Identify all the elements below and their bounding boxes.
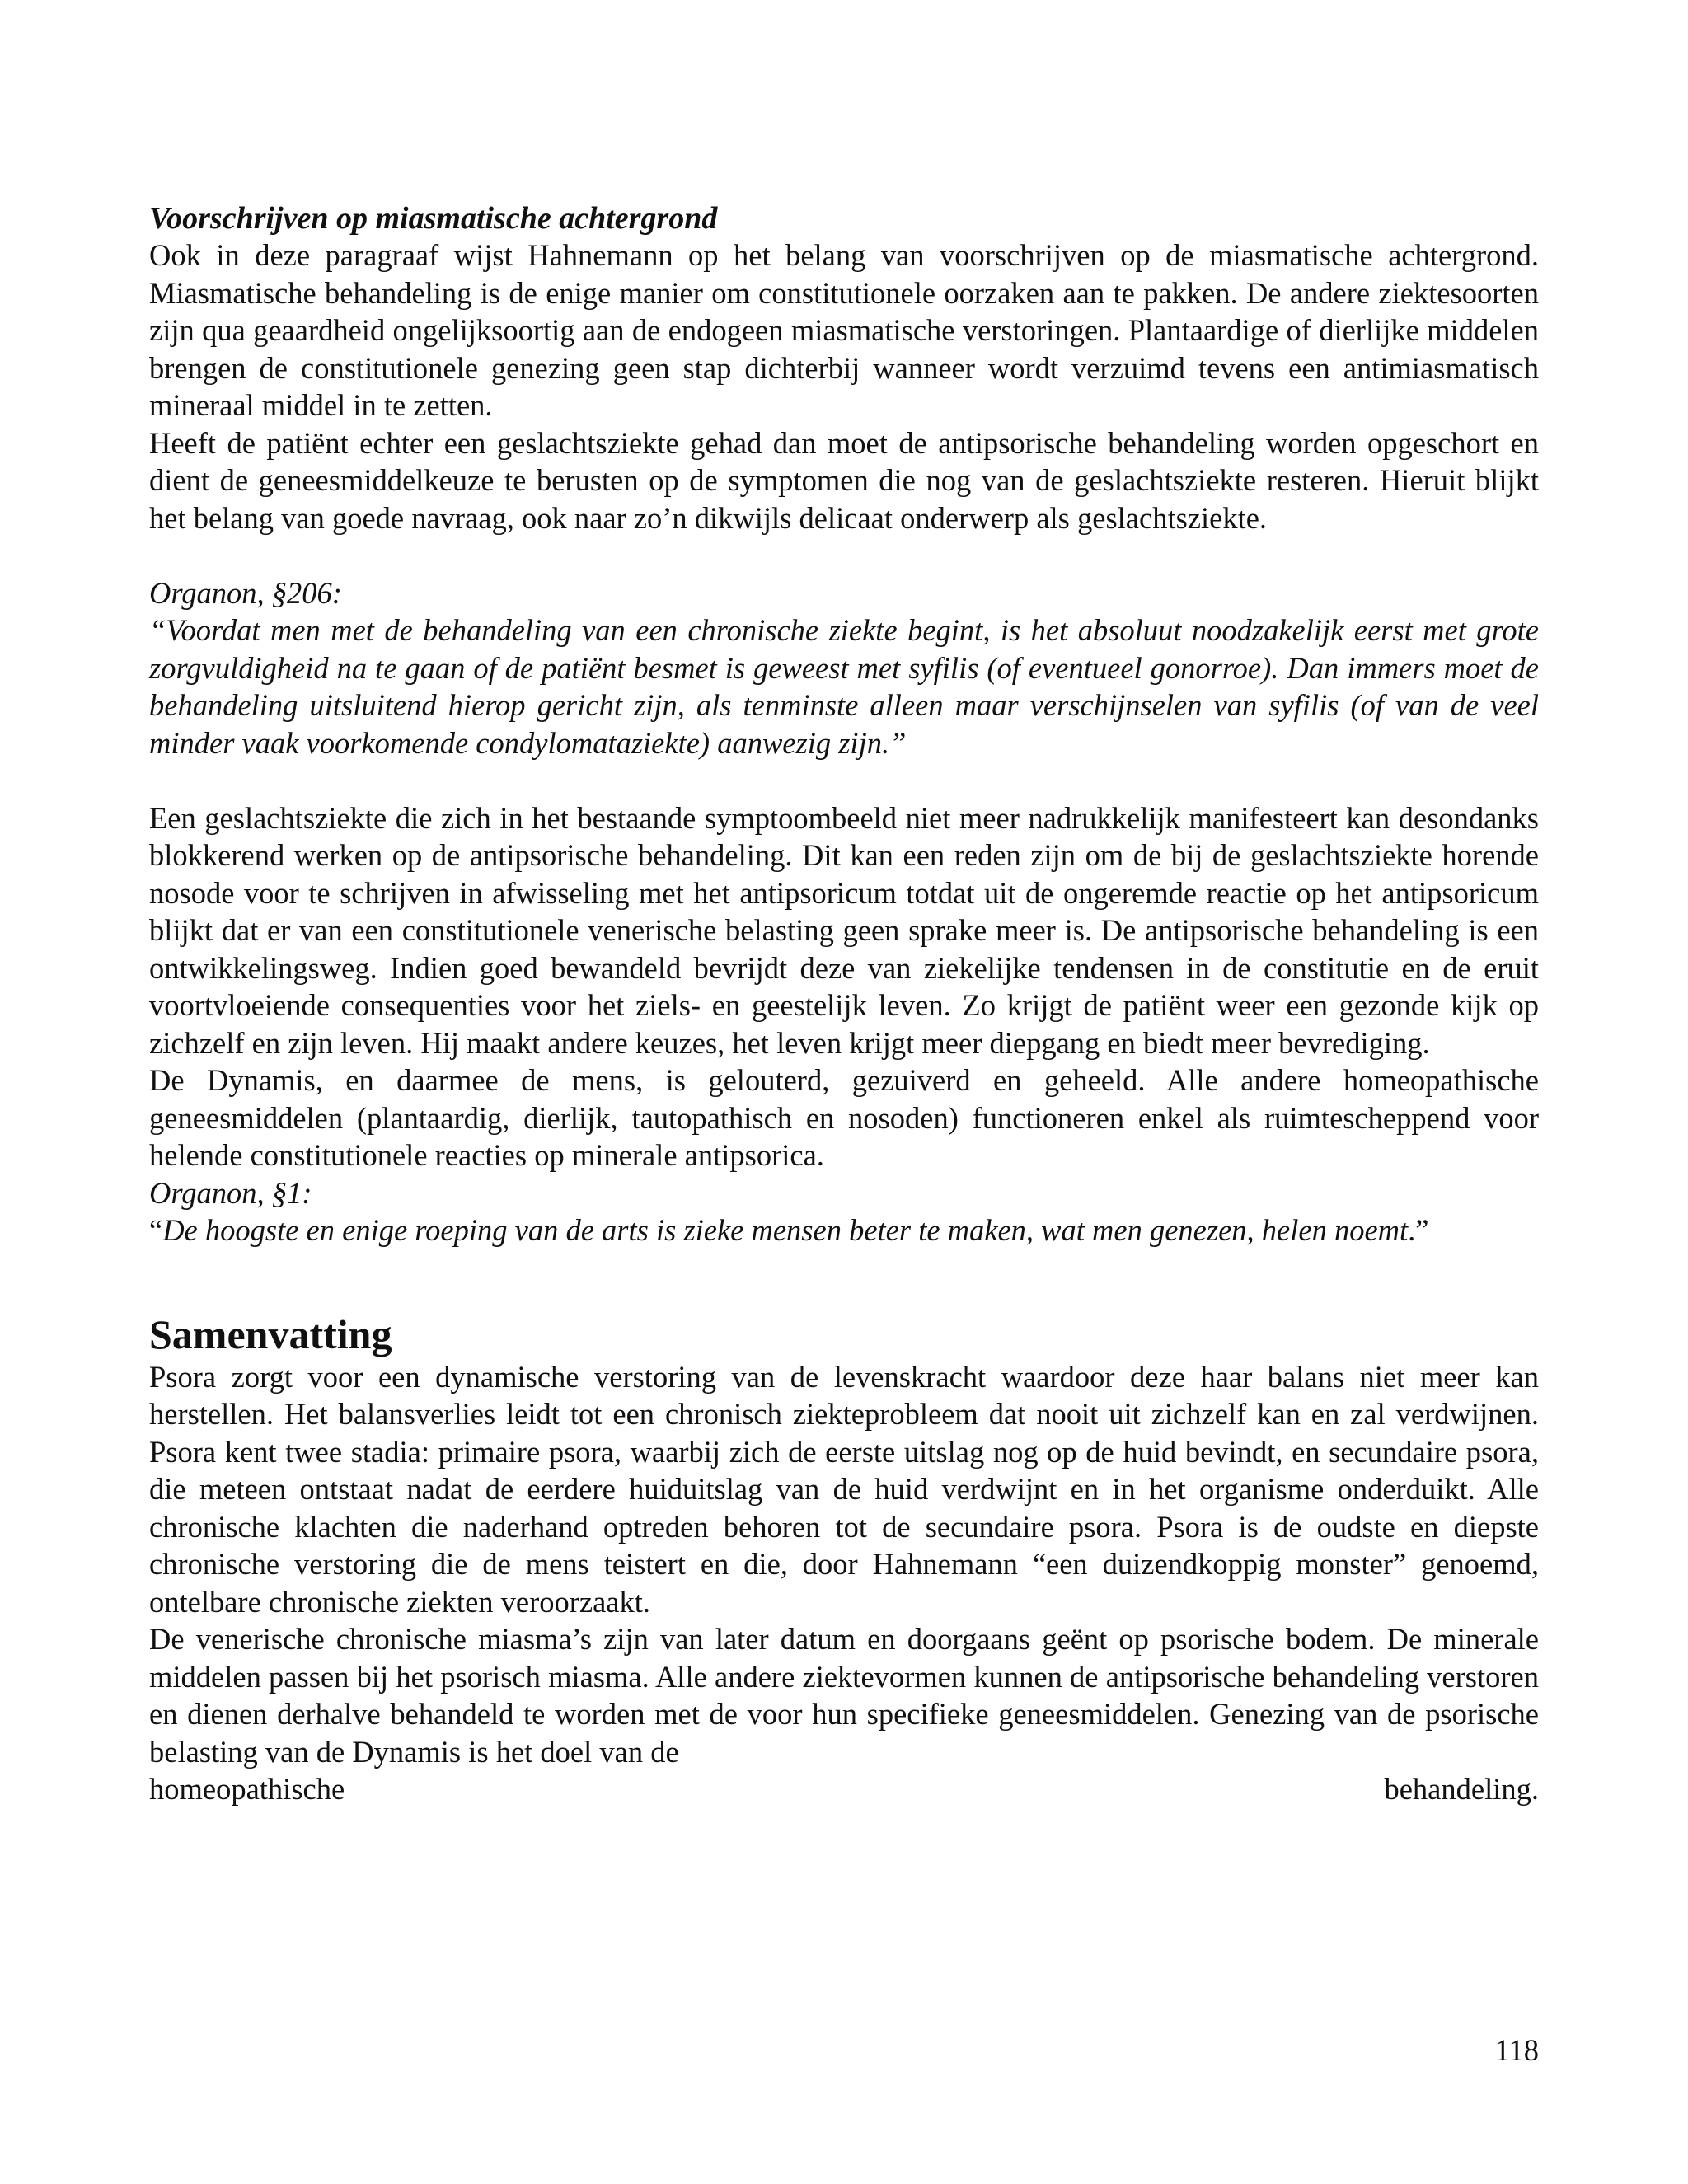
quote-open-mark: “ bbox=[149, 1213, 163, 1247]
quote-reference: Organon, §206: bbox=[149, 575, 342, 610]
quote-reference: Organon, §1: bbox=[149, 1175, 312, 1210]
paragraph: De Dynamis, en daarmee de mens, is gelouterd, gezuiverd en geheeld. Alle andere homeopathische geneesmiddelen (plantaardig, dierlijk, tautopathisch en nosoden) functioneren enkel als ruimtescheppend voor helende constitutionele reacties op minerale antipsorica. bbox=[149, 1063, 1539, 1172]
paragraph: Heeft de patiënt echter een geslachtsziekte gehad dan moet de antipsorische behandeling worden opgeschort en dient de geneesmiddelkeuze te berusten op de symptomen die nog van de geslachtsziekte resteren. Hieruit blijkt het belang van goede navraag, ook naar zo’n dikwijls delicaat onderwerp als geslachtsziekte. bbox=[149, 425, 1539, 535]
paragraph: Een geslachtsziekte die zich in het bestaande symptoombeeld niet meer nadrukkelijk manifesteert kan desondanks blokkerend werken op de antipsorische behandeling. Dit kan een reden zijn om de bij de geslachtsziekte horende nosode voor te schrijven in afwisseling met het antipsoricum totdat uit de ongeremde reactie op het antipsoricum blijkt dat er van een constitutionele venerische belasting geen sprake meer is. De antipsorische behandeling is een ontwikkelingsweg. Indien goed bewandeld bevrijdt deze van ziekelijke tendensen in de constitutie en de eruit voortvloeiende consequenties voor het ziels- en geestelijk leven. Zo krijgt de patiënt weer een gezonde kijk op zichzelf en zijn leven. Hij maakt andere keuzes, het leven krijgt meer diepgang en biedt meer bevrediging. bbox=[149, 800, 1539, 1060]
paragraph-last-line bbox=[149, 1770, 1539, 1808]
paragraph: Psora zorgt voor een dynamische verstoring van de levenskracht waardoor deze haar balans niet meer kan herstellen. Het balansverlies leidt tot een chronisch ziekteprobleem dat nooit uit zichzelf kan en zal verdwijnen. Psora kent twee stadia: primaire psora, waarbij zich de eerste uitslag nog op de huid bevindt, en secundaire psora, die meteen ontstaat nadat de eerdere huiduitslag van de huid verdwijnt en in het organisme onderduikt. Alle chronische klachten die naderhand optreden behoren tot de secundaire psora. Psora is de oudste en diepste chronische verstoring die de mens teistert en die, door Hahnemann “een duizendkoppig monster” genoemd, ontelbare chronische ziekten veroorzaakt. bbox=[149, 1359, 1539, 1619]
block-quote bbox=[149, 1212, 1539, 1249]
page-content bbox=[149, 200, 1539, 1808]
section-heading-summary: Samenvatting bbox=[149, 1310, 392, 1357]
page-number: 118 bbox=[1494, 2033, 1539, 2067]
quote-close-mark: .” bbox=[1408, 1213, 1429, 1247]
block-quote: “Voordat men met de behandeling van een chronische ziekte begint, is het absoluut noodzakelijk eerst met grote zorgvuldigheid na te gaan of de patiënt besmet is geweest met syfilis (of eventueel gonorroe). Dan immers moet de behandeling uitsluitend hierop gericht zijn, als tenminste alleen maar verschijnselen van syfilis (of van de veel minder vaak voorkomende condylomataziekte) aanwezig zijn.” bbox=[149, 613, 1539, 760]
quote-text: De hoogste en enige roeping van de arts is zieke mensen beter te maken, wat men genezen, helen noemt bbox=[162, 1213, 1409, 1247]
section-heading-miasmatic: Voorschrijven op miasmatische achtergrond bbox=[149, 201, 718, 236]
last-line-right: behandeling. bbox=[1384, 1772, 1539, 1806]
paragraph: Ook in deze paragraaf wijst Hahnemann op het belang van voorschrijven op de miasmatische achtergrond. Miasmatische behandeling is de enige manier om constitutionele oorzaken aan te pakken. De andere ziektesoorten zijn qua geaardheid ongelijksoortig aan de endogeen miasmatische verstoringen. Plantaardige of dierlijke middelen brengen de constitutionele genezing geen stap dichterbij wanneer wordt verzuimd tevens een antimiasmatisch mineraal middel in te zetten. bbox=[149, 238, 1539, 422]
paragraph: De venerische chronische miasma’s zijn van later datum en doorgaans geënt op psorische bodem. De minerale middelen passen bij het psorisch miasma. Alle andere ziektevormen kunnen de antipsorische behandeling verstoren en dienen derhalve behandeld te worden met de voor hun specifieke geneesmiddelen. Genezing van de psorische belasting van de Dynamis is het doel van de bbox=[149, 1622, 1539, 1769]
last-line-left: homeopathische bbox=[149, 1772, 345, 1806]
